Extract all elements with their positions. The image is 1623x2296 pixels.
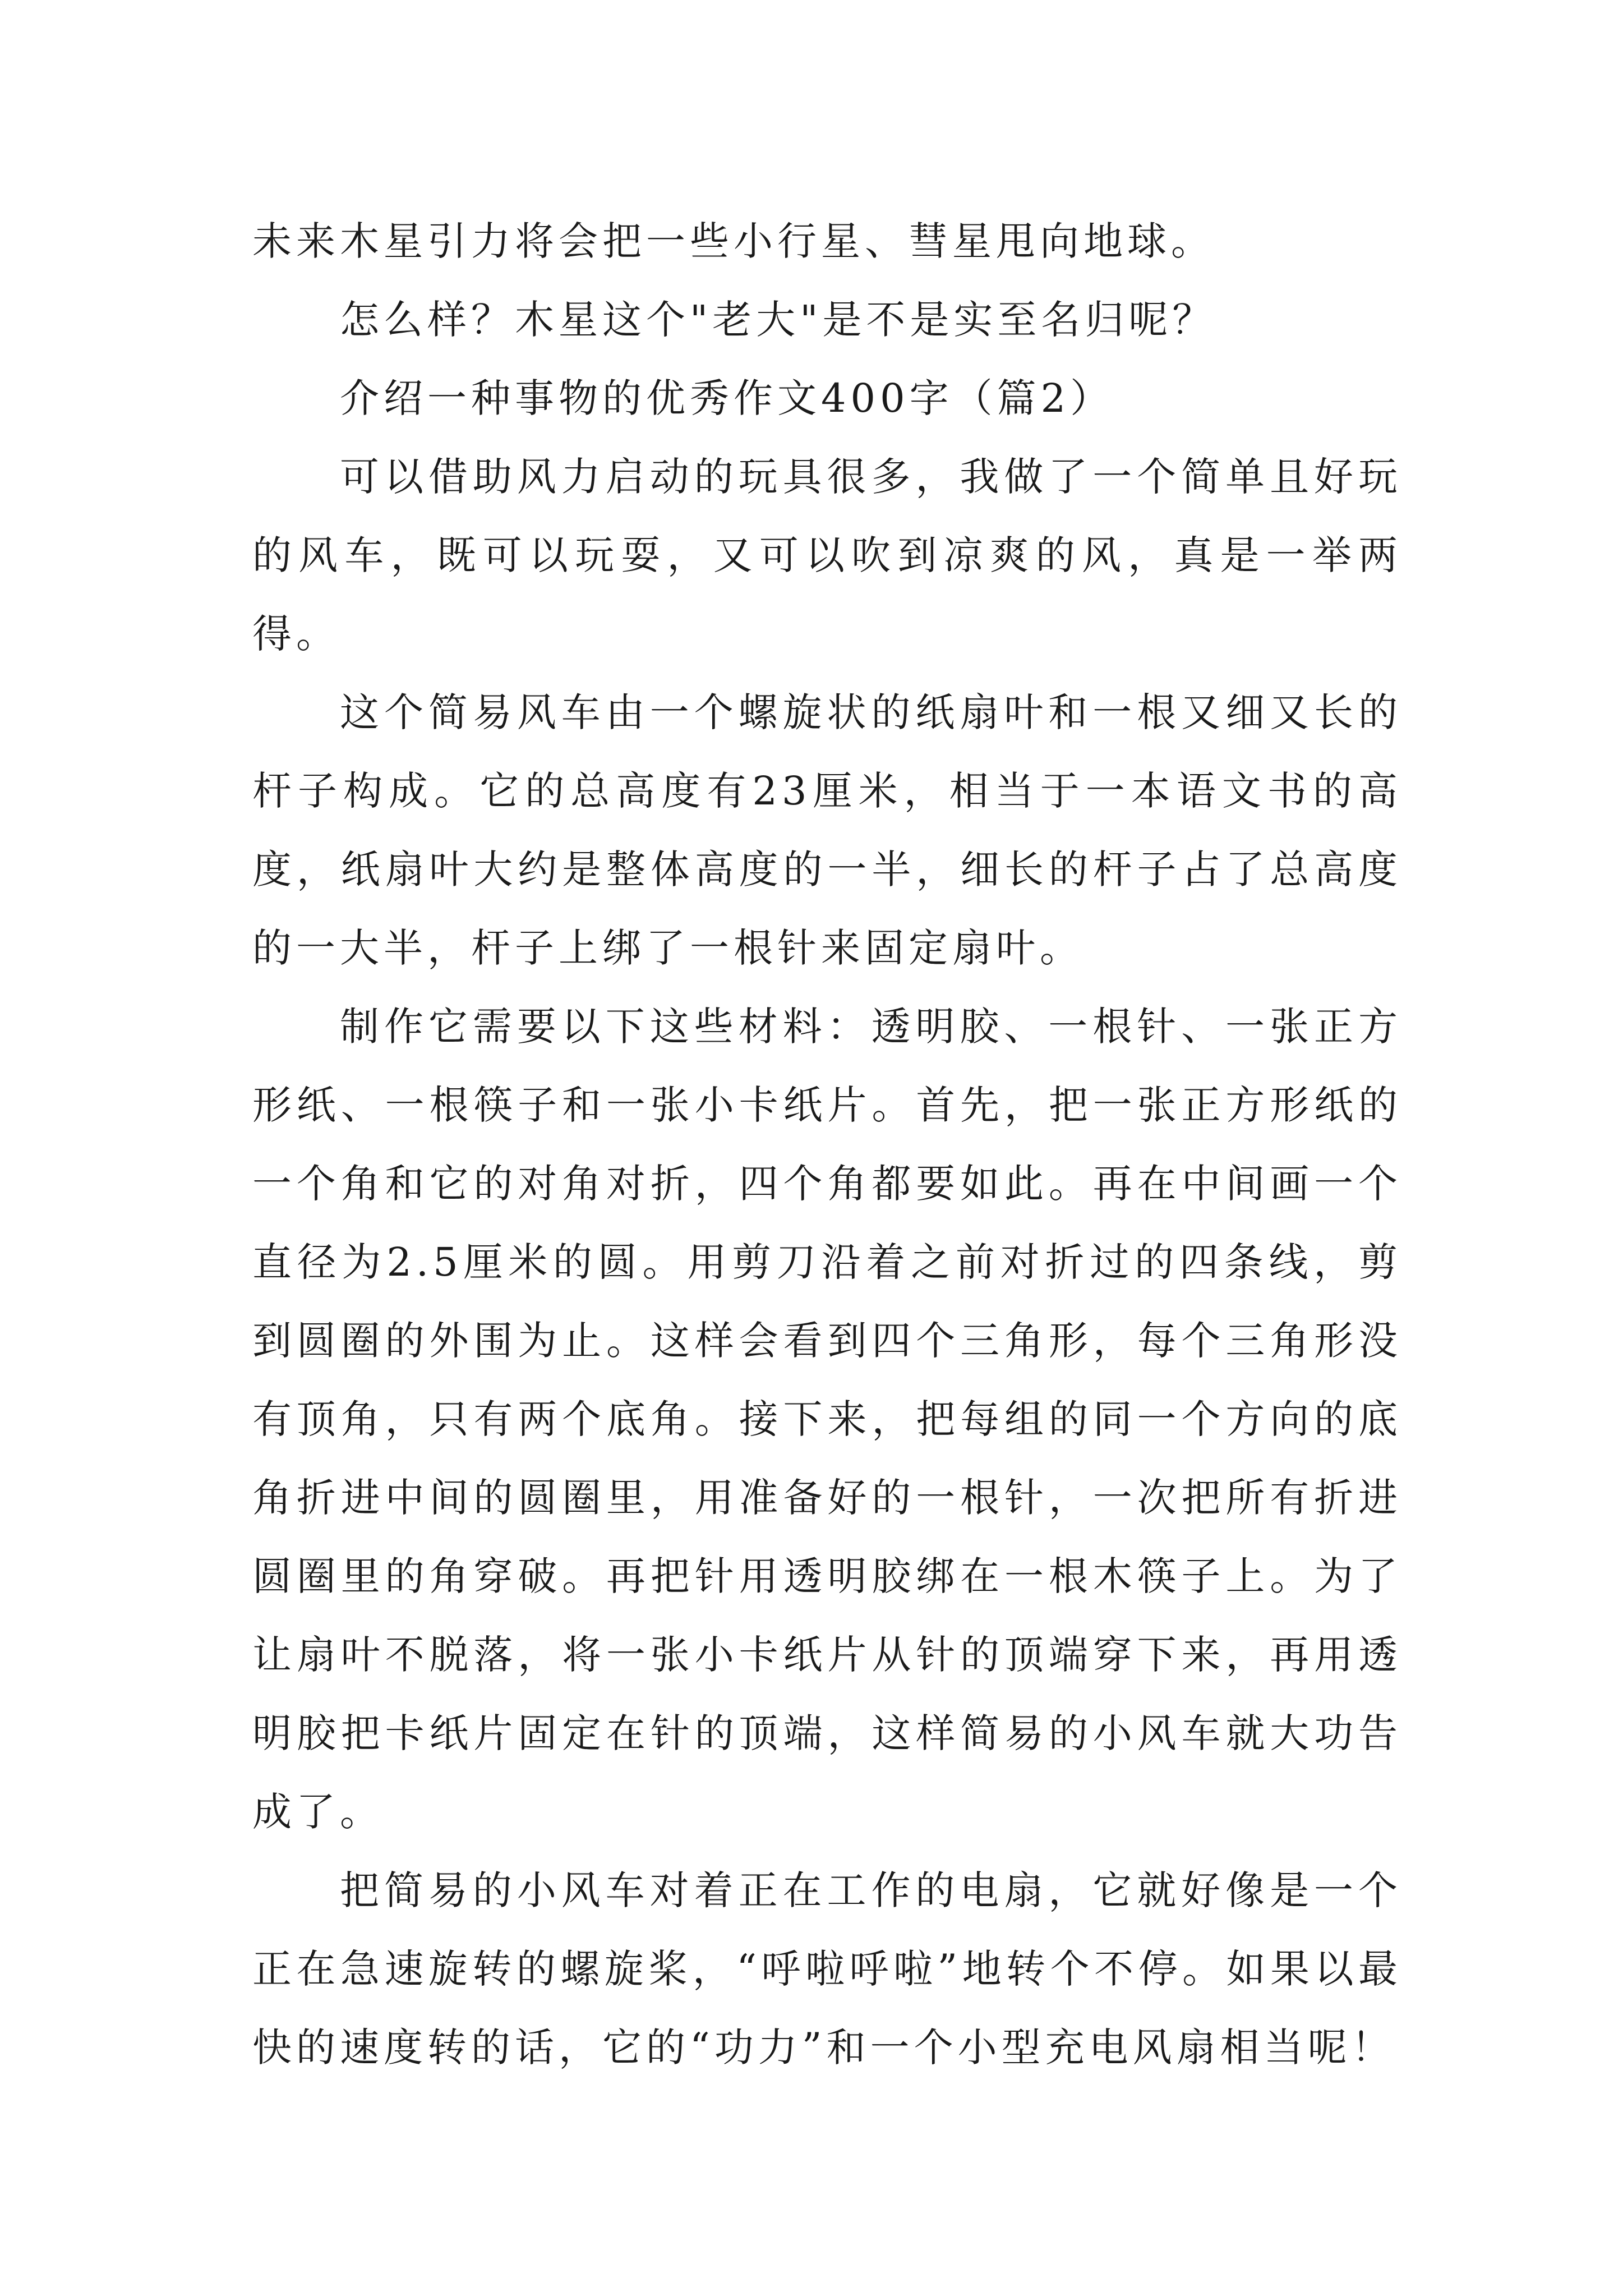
paragraph-3: 可以借助风力启动的玩具很多，我做了一个简单且好玩的风车，既可以玩耍，又可以吹到凉爽的风，真是一举两得。 <box>252 454 1402 657</box>
paragraph-1: 未来木星引力将会把一些小行星、彗星甩向地球。 <box>252 218 1215 264</box>
document-body <box>252 202 1402 2087</box>
section-heading: 介绍一种事物的优秀作文400字（篇2） <box>340 375 1114 421</box>
paragraph-4: 这个简易风车由一个螺旋状的纸扇叶和一根又细又长的杆子构成。它的总高度有23厘米，相当于一本语文书的高度，纸扇叶大约是整体高度的一半，细长的杆子占了总高度的一大半，杆子上绑了一根针来固定扇叶。 <box>252 689 1402 971</box>
paragraph-6: 把简易的小风车对着正在工作的电扇，它就好像是一个正在急速旋转的螺旋桨，“呼啦呼啦”地转个不停。如果以最快的速度转的话，它的“功力”和一个小型充电风扇相当呢！ <box>252 1867 1402 2070</box>
paragraph-2: 怎么样？木星这个"老大"是不是实至名归呢？ <box>340 297 1216 343</box>
paragraph-5: 制作它需要以下这些材料：透明胶、一根针、一张正方形纸、一根筷子和一张小卡纸片。首先，把一张正方形纸的一个角和它的对角对折，四个角都要如此。再在中间画一个直径为2.5厘米的圆。用剪刀沿着之前对折过的四条线，剪到圆圈的外围为止。这样会看到四个三角形，每个三角形没有顶角，只有两个底角。接下来，把每组的同一个方向的底角折进中间的圆圈里，用准备好的一根针，一次把所有折进圆圈里的角穿破。再把针用透明胶绑在一根木筷子上。为了让扇叶不脱落，将一张小卡纸片从针的顶端穿下来，再用透明胶把卡纸片固定在针的顶端，这样简易的小风车就大功告成了。 <box>252 1004 1402 1835</box>
